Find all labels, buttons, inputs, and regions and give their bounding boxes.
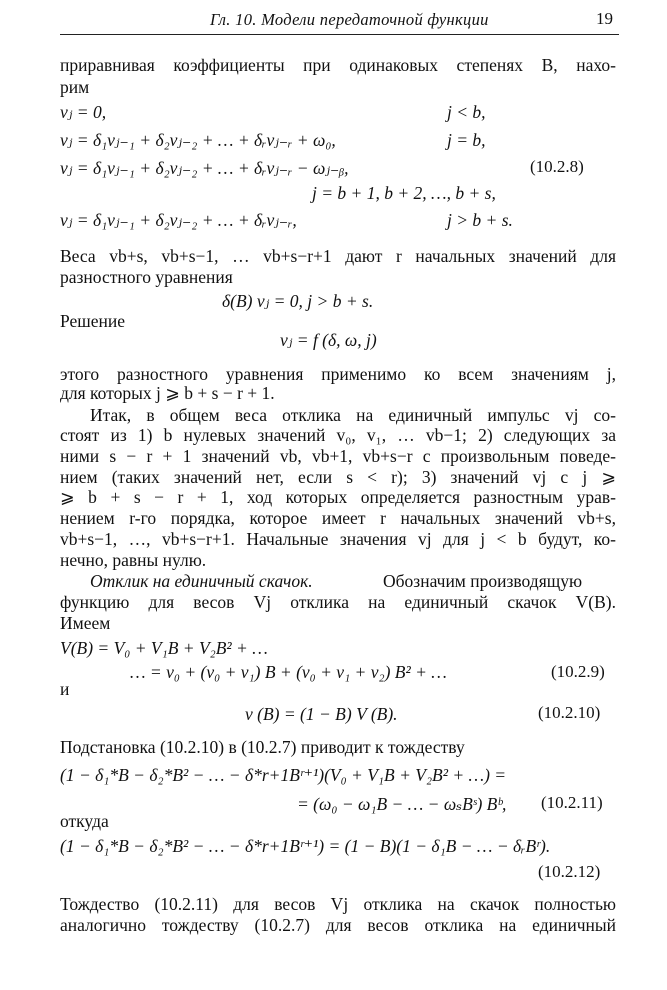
equation-number: (10.2.11) <box>541 793 603 812</box>
paragraph-line: нечно, равны нулю. <box>60 550 207 570</box>
paragraph-line: Обозначим производящую <box>383 571 583 591</box>
equation-generating-function: V(B) = V₀ + V₁B + V₂B² + … <box>60 638 268 658</box>
equation-identity: (1 − δ₁*B − δ₂*B² − … − δ*r+1Bʳ⁺¹) = (1 − B)(1 − δ₁B − … − δᵣBʳ). <box>60 836 551 856</box>
equation-difference: δ(B) vⱼ = 0, j > b + s. <box>222 291 374 311</box>
paragraph-line: функцию для весов Vj отклика на единичный скачок V(B). <box>60 592 616 612</box>
equation-condition: j < b, <box>447 102 486 122</box>
paragraph-line: приравнивая коэффициенты при одинаковых степенях B, нахо- <box>60 55 616 75</box>
paragraph-line: аналогично тождеству (10.2.7) для весов отклика на единичный <box>60 915 616 935</box>
paragraph-line: Тождество (10.2.11) для весов Vj отклика на скачок полностью <box>60 894 616 914</box>
equation-number: (10.2.10) <box>538 703 601 722</box>
paragraph-line: Итак, в общем веса отклика на единичный импульс vj со- <box>90 405 616 425</box>
paragraph-line: стоят из 1) b нулевых значений v₀, v₁, … vb−1; 2) следующих за <box>60 425 616 445</box>
equation-condition: j = b + 1, b + 2, …, b + s, <box>312 183 496 203</box>
equation-system-line: vⱼ = δ₁vⱼ₋₁ + δ₂vⱼ₋₂ + … + δᵣvⱼ₋ᵣ + ω₀, <box>60 130 336 150</box>
section-run-in-heading: Отклик на единичный скачок. <box>90 571 313 591</box>
paragraph-line: для которых j ⩾ b + s − r + 1. <box>60 383 275 403</box>
paragraph-line: ними s − r + 1 значений vb, vb+1, vb+s−r с произвольным поведе- <box>60 446 616 466</box>
equation-condition: j = b, <box>447 130 486 150</box>
paragraph-line: Имеем <box>60 613 111 633</box>
page-header <box>60 6 619 35</box>
equation-generating-function: … = v₀ + (v₀ + v₁) B + (v₀ + v₁ + v₂) B² + … <box>130 662 447 682</box>
paragraph-line: vb+s−1, …, vb+s−r+1. Начальные значения vj для j < b будут, ко- <box>60 529 616 549</box>
equation-identity: (1 − δ₁*B − δ₂*B² − … − δ*r+1Bʳ⁺¹)(V₀ + V₁B + V₂B² + …) = <box>60 765 507 785</box>
equation-condition: j > b + s. <box>447 210 513 230</box>
equation-identity: = (ω₀ − ω₁B − … − ωₛBˢ) Bᵇ, <box>297 794 507 814</box>
paragraph-line: этого разностного уравнения применимо ко всем значениям j, <box>60 364 616 384</box>
paragraph-line: рим <box>60 77 90 97</box>
equation-solution: vⱼ = f (δ, ω, j) <box>280 330 377 350</box>
running-title: Гл. 10. Модели передаточной функции <box>210 10 489 29</box>
paragraph-line: ⩾ b + s − r + 1, ход которых определяется разностным урав- <box>60 487 616 507</box>
equation-number: (10.2.9) <box>551 662 605 681</box>
equation-number: (10.2.12) <box>538 862 601 881</box>
connective-label: откуда <box>60 811 109 831</box>
equation-system-line: vⱼ = δ₁vⱼ₋₁ + δ₂vⱼ₋₂ + … + δᵣvⱼ₋ᵣ − ωⱼ₋ᵦ, <box>60 158 349 178</box>
paragraph-line: Подстановка (10.2.10) в (10.2.7) приводит к тождеству <box>60 737 465 757</box>
equation-number: (10.2.8) <box>530 157 584 176</box>
page-number: 19 <box>596 9 613 28</box>
connective-label: и <box>60 679 70 699</box>
equation-system-line: vⱼ = δ₁vⱼ₋₁ + δ₂vⱼ₋₂ + … + δᵣvⱼ₋ᵣ, <box>60 210 297 230</box>
solution-label: Решение <box>60 311 126 331</box>
paragraph-line: Веса vb+s, vb+s−1, … vb+s−r+1 дают r начальных значений для <box>60 246 616 266</box>
paragraph-line: нием (таких значений нет, если s < r); 3) значений vj с j ⩾ <box>60 467 616 487</box>
equation-system-line: vⱼ = 0, <box>60 102 107 122</box>
equation-step-response: v (B) = (1 − B) V (B). <box>245 704 398 724</box>
paragraph-line: нением r-го порядка, которое имеет r начальных значений vb+s, <box>60 508 616 528</box>
paragraph-line: разностного уравнения <box>60 267 233 287</box>
